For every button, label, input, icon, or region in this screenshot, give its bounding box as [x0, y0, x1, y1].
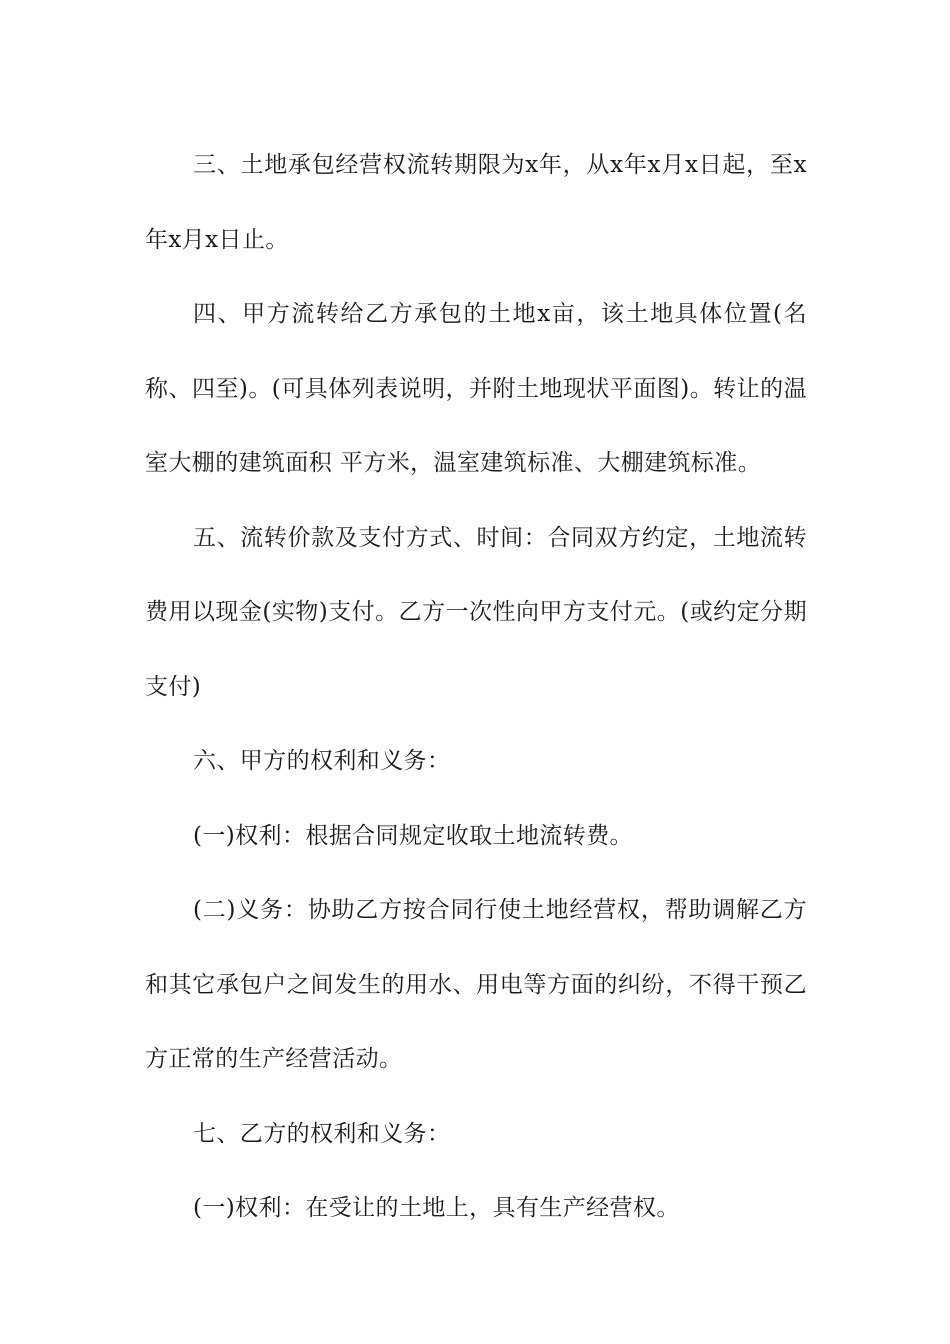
document-body — [145, 128, 807, 1246]
paragraph-party-b-rights: (一)权利：在受让的土地上，具有生产经营权。 — [193, 1195, 680, 1221]
paragraph-payment: 五、流转价款及支付方式、时间：合同双方约定，土地流转费用以现金(实物)支付。乙方一次性向甲方支付元。(或约定分期支付) — [145, 524, 807, 700]
paragraph-party-b-heading: 七、乙方的权利和义务： — [193, 1120, 451, 1147]
paragraph-term-period: 三、土地承包经营权流转期限为x年，从x年x月x日起，至x年x月x日止。 — [145, 152, 807, 253]
paragraph-land-area: 四、甲方流转给乙方承包的土地x亩，该土地具体位置(名称、四至)。(可具体列表说明，并附土地现状平面图)。转让的温室大棚的建筑面积 平方米，温室建筑标准、大棚建筑标准。 — [145, 301, 807, 476]
paragraph-party-a-duties: (二)义务：协助乙方按合同行使土地经营权，帮助调解乙方和其它承包户之间发生的用水、用电等方面的纠纷，不得干预乙方正常的生产经营活动。 — [145, 897, 807, 1072]
paragraph-party-a-heading: 六、甲方的权利和义务： — [193, 748, 451, 774]
paragraph-party-a-rights: (一)权利：根据合同规定收取土地流转费。 — [193, 822, 633, 849]
